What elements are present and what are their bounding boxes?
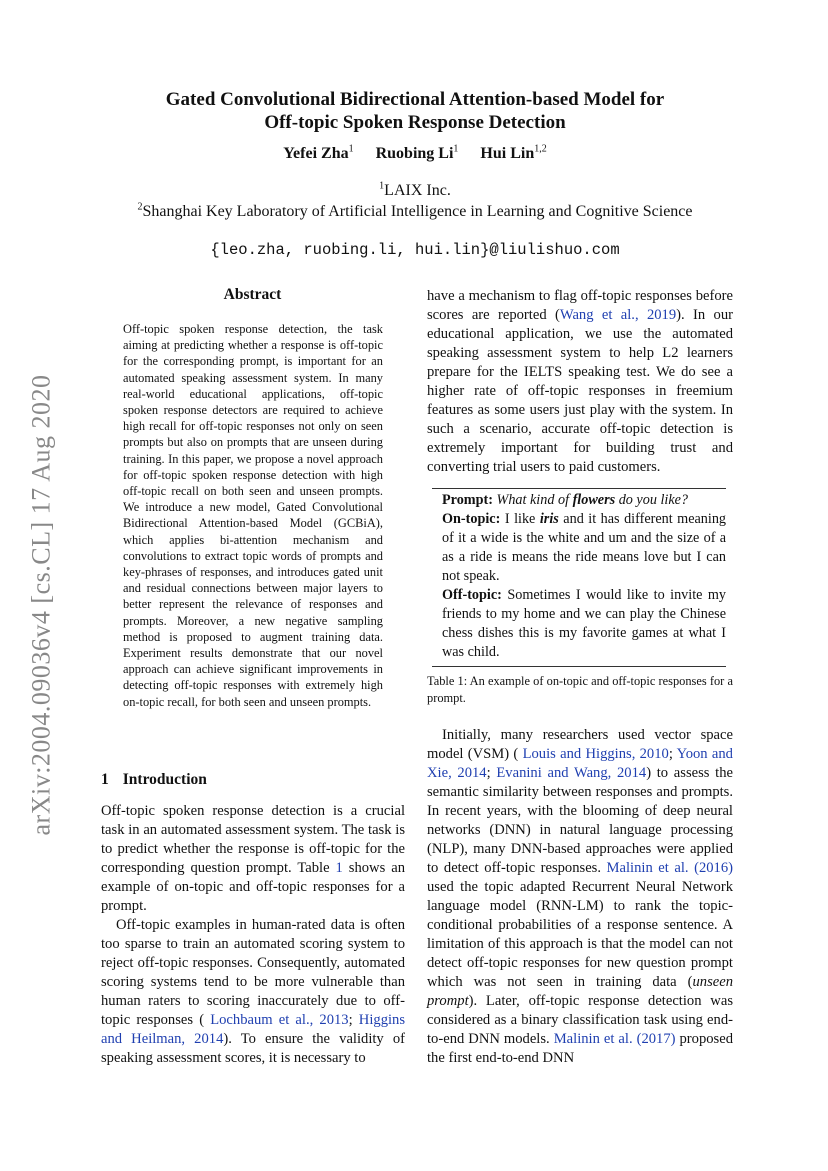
abstract-body: Off-topic spoken response detection, the task aiming at predicting whether a response is off-topic for the corresponding prompt, is important for an automated speaking assessment system. In many real-world educational applications, off-topic spoken response detectors are required to achieve high recall for off-topic responses not only on seen prompts but also on prompts that are unseen during training. In this paper, we propose a novel approach for off-topic spoken response detection with high off-topic recall on both seen and unseen prompts. We introduce a new model, Gated Convolutional Bidirectional Attention-based Model (GCBiA), which applies bi-attention mechanism and convolutions to extract topic words of prompts and key-phrases of responses, and introduces gated unit and residual connections between major layers to better represent the relevance of responses and prompts. Moreover, a new negative sampling method is proposed to augment training data. Experiment results demonstrate that our novel approach can achieve significant improvements in detecting off-topic responses with extremely high on-topic recall, for both seen and unseen prompts. [123,322,383,709]
citation-link[interactable]: Yoon and Xie, 2014 [427,746,733,781]
right-column-top-text [427,287,733,477]
table-on-topic-row: On-topic: I like iris and it has different meaning of it a wide is the white and um and the size of a as a ride is means the ride means love but I can not speak. [442,511,727,584]
title-line-1: Gated Convolutional Bidirectional Attention-based Model for [165,89,665,110]
citation-link[interactable]: Malinin et al. (2016) [606,860,734,876]
citation-link[interactable]: Higgins and Heilman, 2014 [101,1012,406,1047]
introduction-text [101,802,405,1068]
paragraph: Off-topic spoken response detection is a crucial task in an automated assessment system. The task is to predict whether the response is off-topic for the corresponding question prompt. Table 1 shows an example of on-topic and off-topic responses for a prompt. [101,803,405,914]
title-line-2: Off-topic Spoken Response Detection [264,112,566,133]
citation-link[interactable]: Wang et al., 2019 [559,307,677,323]
section-heading [101,771,207,789]
paragraph: have a mechanism to flag off-topic responses before scores are reported (Wang et al., 2019). In our educational application, we use the automated speaking assessment system to help L2 learners prepare for the IELTS speaking test. We do see a higher rate of off-topic responses in freemium features as some users just play with the system. In such a scenario, accurate off-topic detection is extremely important for building trust and converting trial users to paid customers. [427,288,733,475]
author-emails: {leo.zha, ruobing.li, hui.lin}@liulishuo.com [210,241,620,259]
paragraph: Off-topic examples in human-rated data is often too sparse to train an automated scoring system to reject off-topic responses. Consequently, automated scoring systems tend to be more vulnerable than human raters to scoring inaccurately due to off-topic responses ( Lochbaum et al., 2013; Higgins and Heilman, 2014). To ensure the validity of speaking assessment scores, it is necessary to [101,917,406,1066]
example-table [432,488,726,667]
affiliation-2: $^2$Shanghai Key Laboratory of Artificial Intelligence in Learning and Cognitive Science [137,201,693,220]
author: Hui Lin$^{1,2}$ [480,143,547,162]
table-off-topic-row: Off-topic: Sometimes I would like to invite my friends to my home and we can play the Chinese chess dishes this is my favorite games at what I was child. [442,587,727,660]
right-column-bottom-text [427,726,733,1068]
citation-link[interactable]: Louis and Higgins, 2010 [522,746,669,762]
table-reference-link[interactable]: 1 [335,860,343,876]
citation-link[interactable]: Lochbaum et al., 2013 [210,1012,349,1028]
citation-link[interactable]: Malinin et al. (2017) [553,1031,676,1047]
arxiv-id-text: arXiv:2004.09036v4 [cs.CL] 17 Aug 2020 [26,374,55,836]
section-title: Introduction [122,771,207,788]
arxiv-sidebar-stamp [18,355,64,855]
paragraph: Initially, many researchers used vector space model (VSM) ( Louis and Higgins, 2010; Yoon and Xie, 2014; Evanini and Wang, 2014) to assess the semantic similarity between responses and prompts. In recent years, with the blooming of deep neural networks (DNN) in natural language processing (NLP), many DNN-based approaches were applied to detect off-topic responses. Malinin et al. (2016) used the topic adapted Recurrent Neural Network language model (RNN-LM) to rank the topic-conditional probabilities of a response sentence. A limitation of this approach is that the model can not detect off-topic responses for new question prompt which was not seen in training data (unseen prompt). Later, off-topic response detection was considered as a binary classification task using end-to-end DNN models. Malinin et al. (2017) proposed the first end-to-end DNN [427,727,734,1066]
author-list [100,145,730,163]
section-number: 1 [101,771,109,788]
author: Yefei Zha$^1$ [283,143,354,162]
table-caption: Table 1: An example of on-topic and off-topic responses for a prompt. [427,674,733,705]
table-prompt-row: Prompt: What kind of flowers do you like? [442,492,689,508]
citation-link[interactable]: Evanini and Wang, 2014 [496,765,647,781]
abstract-heading: Abstract [223,286,282,303]
author: Ruobing Li$^1$ [375,143,459,162]
paper-title [100,88,730,134]
affiliation-1: $^1$LAIX Inc. [379,180,451,199]
